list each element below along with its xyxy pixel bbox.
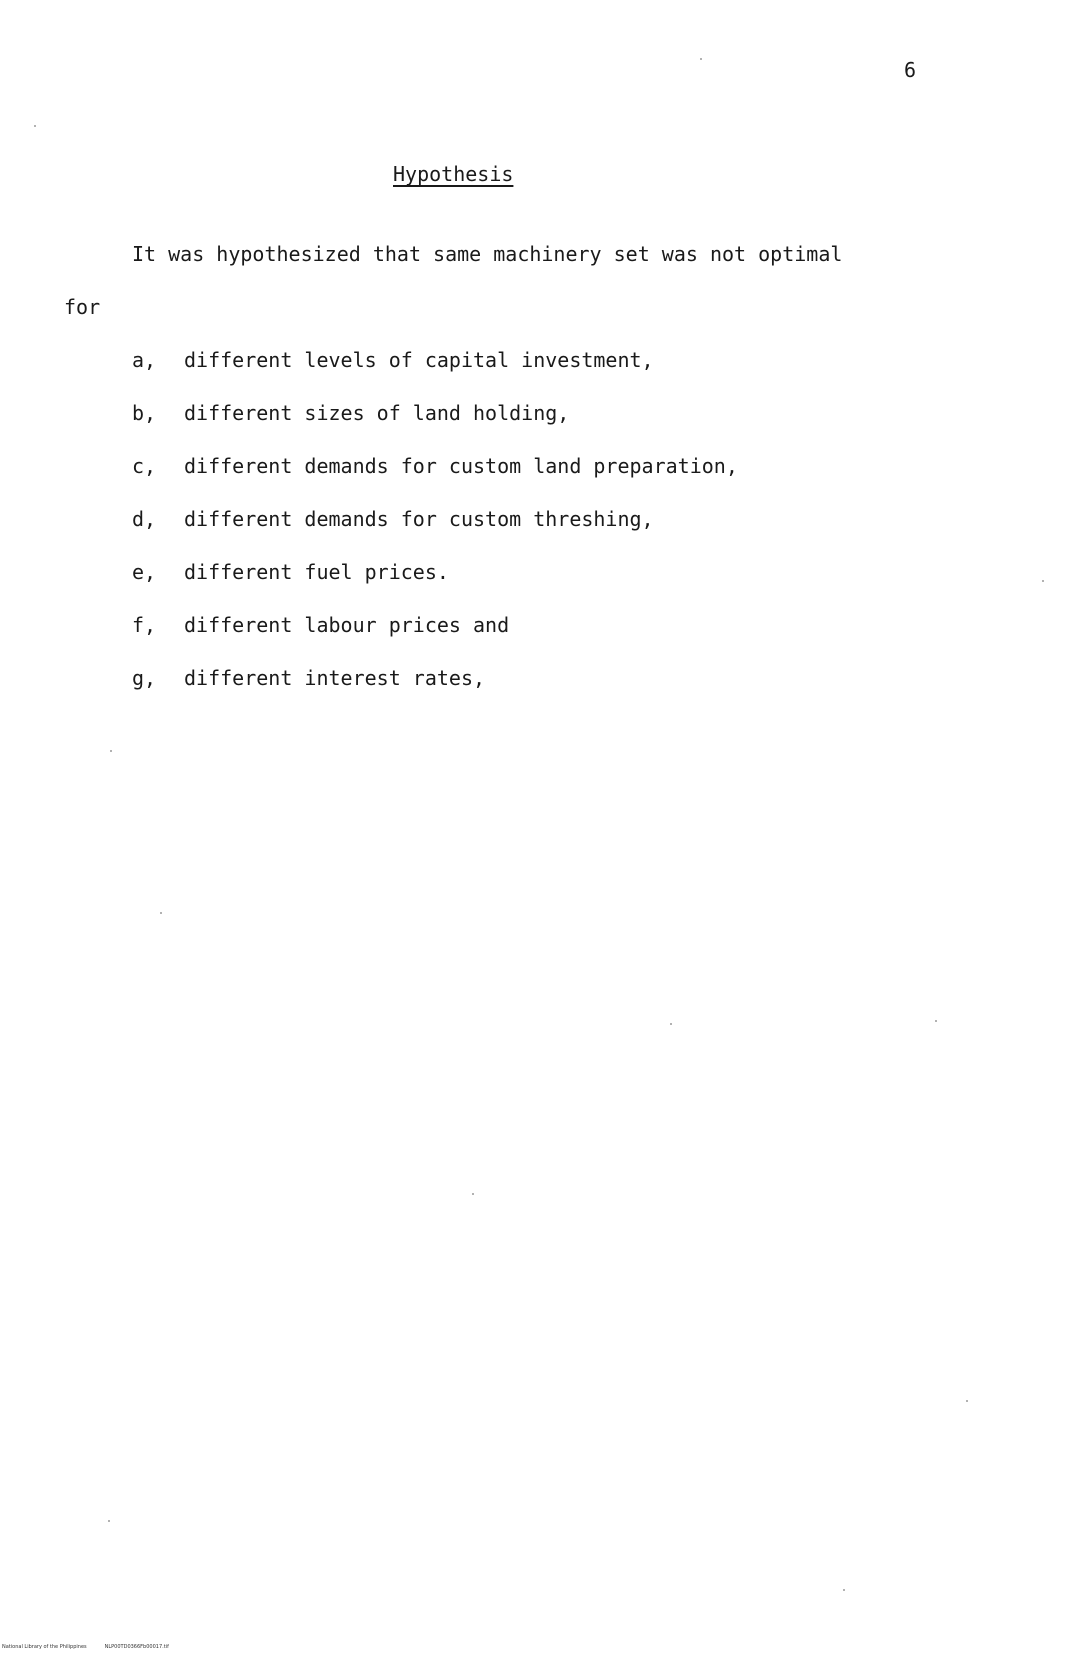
- list-item: [132, 348, 738, 401]
- scan-speck: [670, 1023, 672, 1025]
- scan-speck: [108, 1520, 110, 1522]
- list-item-text: different levels of capital investment,: [184, 348, 654, 372]
- list-item-text: different fuel prices.: [184, 560, 449, 584]
- list-item: [132, 454, 738, 507]
- scan-speck: [935, 1020, 937, 1022]
- list-item-text: different labour prices and: [184, 613, 510, 637]
- list-marker: g,: [132, 666, 157, 690]
- list-marker: e,: [132, 560, 157, 584]
- section-heading: Hypothesis: [393, 162, 514, 186]
- list-marker: f,: [132, 613, 157, 637]
- scan-speck: [966, 1400, 968, 1402]
- list-item: [132, 507, 738, 560]
- list-item: [132, 666, 738, 719]
- scan-speck: [34, 125, 36, 127]
- scan-speck: [160, 912, 162, 914]
- list-marker: c,: [132, 454, 157, 478]
- scan-speck: [110, 750, 112, 752]
- footer-file: NLP00TD0366Fb00017.tif: [104, 1644, 169, 1650]
- list-marker: a,: [132, 348, 157, 372]
- list-item: [132, 613, 738, 666]
- hypothesis-list: [132, 348, 738, 719]
- scan-footer: [2, 1644, 169, 1650]
- paragraph-line-2: for: [64, 295, 101, 319]
- list-marker: b,: [132, 401, 157, 425]
- scan-speck: [1042, 580, 1044, 582]
- paragraph-line-1: It was hypothesized that same machinery set was not optimal: [132, 242, 843, 266]
- list-item: [132, 560, 738, 613]
- scan-speck: [843, 1589, 845, 1591]
- list-item: [132, 401, 738, 454]
- scan-speck: [472, 1193, 474, 1195]
- list-marker: d,: [132, 507, 157, 531]
- list-item-text: different interest rates,: [184, 666, 486, 690]
- list-item-text: different demands for custom threshing,: [184, 507, 654, 531]
- page-number: 6: [904, 58, 917, 82]
- scan-speck: [700, 58, 702, 60]
- list-item-text: different sizes of land holding,: [184, 401, 570, 425]
- footer-library: National Library of the Philippines: [2, 1644, 87, 1650]
- list-item-text: different demands for custom land preparation,: [184, 454, 738, 478]
